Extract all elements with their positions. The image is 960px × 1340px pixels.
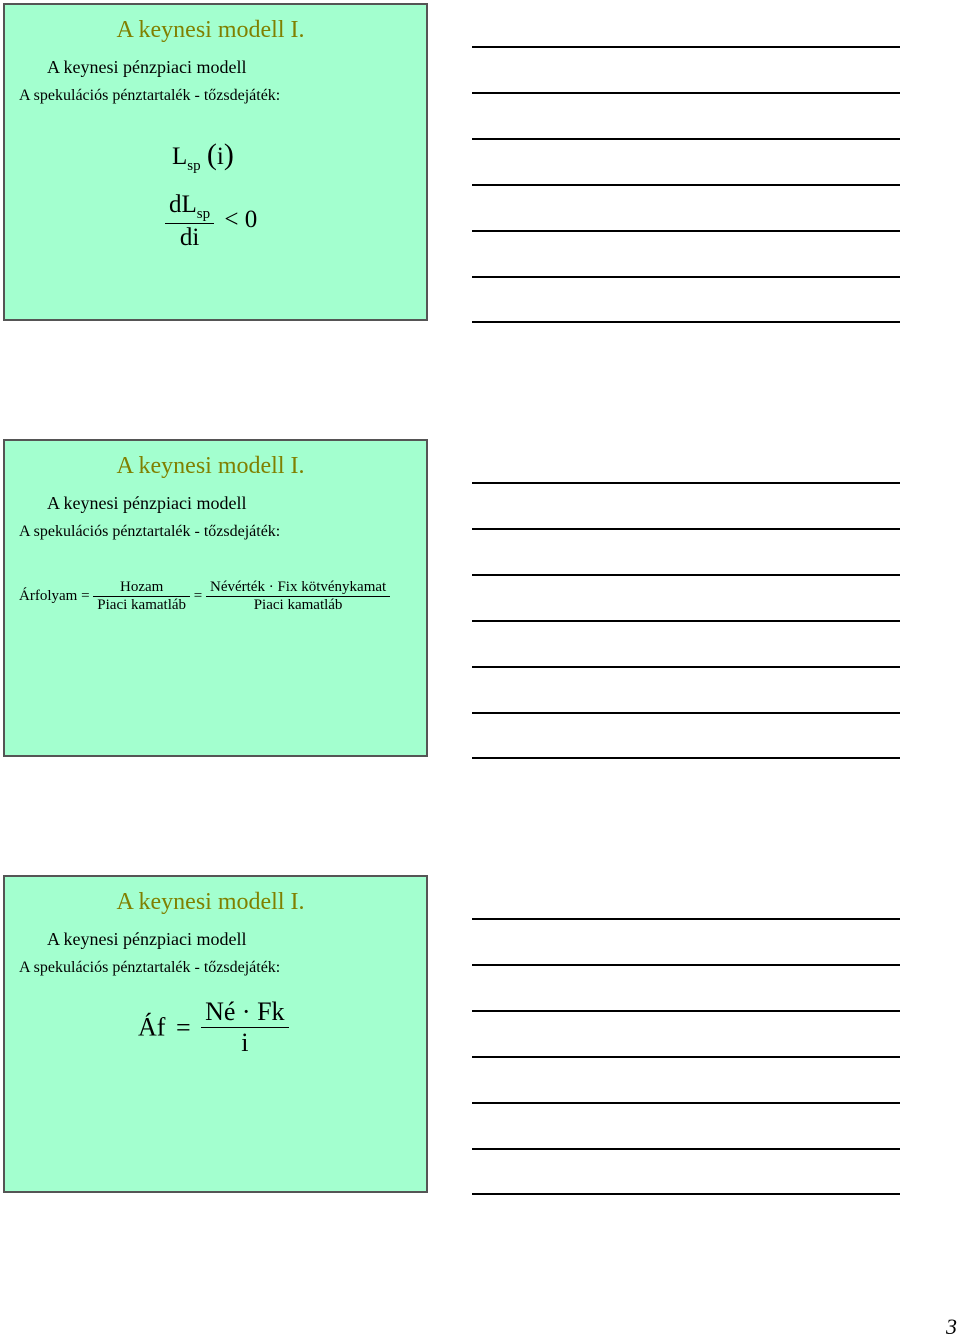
slide-subtitle: A keynesi pénzpiaci modell (47, 929, 247, 949)
note-line (472, 321, 900, 323)
note-line (472, 964, 900, 966)
slide-subtitle: A keynesi pénzpiaci modell (47, 57, 247, 77)
formula-derivative: $\frac{dL_{sp}}{di}$ < 0 (165, 191, 257, 252)
slide-3 (3, 875, 428, 1193)
slide-text: A spekulációs pénztartalék - tőzsdejáték: (19, 87, 281, 104)
note-line (472, 230, 900, 232)
page-number: 3 (946, 1314, 957, 1339)
note-line (472, 918, 900, 920)
formula-af: Áf = $\frac{Né \cdot Fk}{i}$ (138, 997, 289, 1058)
note-line (472, 1148, 900, 1150)
note-line (472, 712, 900, 714)
slide-subtitle: A keynesi pénzpiaci modell (47, 493, 247, 513)
slide-title: A keynesi modell I. (116, 453, 305, 479)
note-line (472, 482, 900, 484)
fraction: $\frac{dL_{sp}}{di}$ (165, 191, 214, 252)
fraction: $\frac{Né \cdot Fk}{i}$ (201, 997, 288, 1058)
fraction: $\frac{\text{Névérték · Fix kötvénykamat}}{\text{Piaci kamatláb}}$ (206, 579, 390, 614)
note-line (472, 528, 900, 530)
note-line (472, 184, 900, 186)
slide-title: A keynesi modell I. (116, 17, 305, 43)
note-line (472, 620, 900, 622)
note-line (472, 46, 900, 48)
slide-text: A spekulációs pénztartalék - tőzsdejáték: (19, 523, 281, 540)
slide-text: A spekulációs pénztartalék - tőzsdejáték: (19, 959, 281, 976)
fraction: $\frac{\text{Hozam}}{\text{Piaci kamatláb}}$ (93, 579, 190, 614)
formula-arfolyam: Árfolyam = $\frac{\text{Hozam}}{\text{Piaci kamatláb}}$ = $\frac{\text{Névérték · Fix kötvénykamat}}{\text{Piaci kamatláb}}$ (19, 579, 390, 614)
note-line (472, 574, 900, 576)
note-line (472, 1193, 900, 1195)
slide-2 (3, 439, 428, 757)
note-line (472, 138, 900, 140)
note-line (472, 92, 900, 94)
slide-1 (3, 3, 428, 321)
note-line (472, 1010, 900, 1012)
note-line (472, 1102, 900, 1104)
note-line (472, 757, 900, 759)
note-line (472, 276, 900, 278)
note-line (472, 666, 900, 668)
formula-lsp: $L_{sp}$ (i) (172, 138, 234, 174)
note-line (472, 1056, 900, 1058)
slide-title: A keynesi modell I. (116, 889, 305, 915)
